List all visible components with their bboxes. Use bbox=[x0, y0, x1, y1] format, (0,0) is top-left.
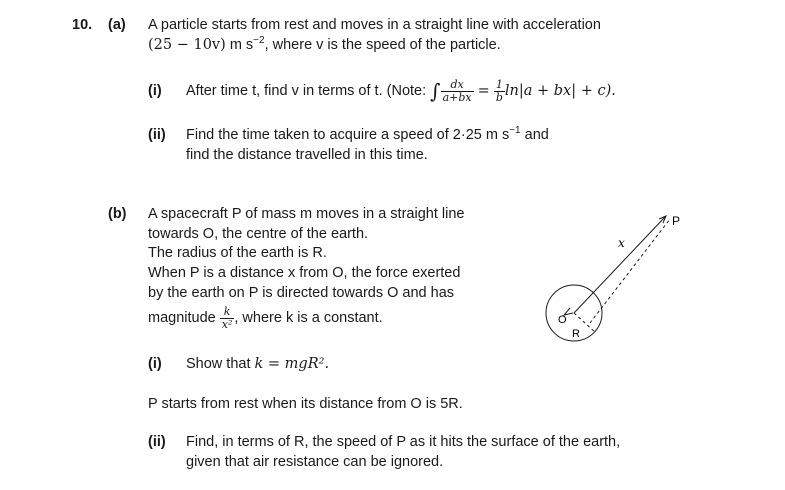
label-p: P bbox=[672, 214, 681, 228]
note-coefficient-numerator: 1 bbox=[494, 79, 505, 92]
part-b-ii-label: (ii) bbox=[148, 434, 166, 450]
part-b-line1: A spacecraft P of mass m moves in a straight line bbox=[148, 206, 465, 222]
note-fraction bbox=[441, 79, 474, 104]
part-a-label: (a) bbox=[108, 17, 126, 33]
part-a-i-text bbox=[186, 74, 616, 108]
integral-sign: ∫ bbox=[430, 79, 441, 104]
magnitude-fraction bbox=[220, 306, 235, 331]
question-number: 10. bbox=[72, 17, 93, 33]
part-a-ii-tail: and bbox=[520, 127, 549, 143]
part-b-label: (b) bbox=[108, 206, 127, 222]
note-coefficient bbox=[494, 79, 505, 104]
label-o: O bbox=[558, 314, 567, 326]
part-b-i-label: (i) bbox=[148, 356, 162, 372]
part-a-intro-line1: A particle starts from rest and moves in a straight line with acceleration bbox=[148, 17, 601, 33]
note-equals: = bbox=[477, 83, 490, 99]
distance-x-dashed-line bbox=[590, 219, 670, 323]
part-b-line4: When P is a distance x from O, the force exerted bbox=[148, 265, 461, 281]
magnitude-numerator: k bbox=[220, 306, 235, 319]
part-a-intro-tail: , where v is the speed of the particle. bbox=[264, 37, 501, 53]
magnitude-word: magnitude bbox=[148, 310, 216, 326]
part-a-ii-label: (ii) bbox=[148, 127, 166, 143]
note-tail: ln|a + bx| + c). bbox=[504, 83, 616, 99]
part-b-i-pre: Show that bbox=[186, 356, 251, 372]
part-a-i-label: (i) bbox=[148, 83, 162, 99]
magnitude-tail: , where k is a constant. bbox=[234, 310, 383, 326]
note-coefficient-denominator: b bbox=[495, 90, 503, 104]
acceleration-units: m s bbox=[229, 37, 254, 53]
trajectory-line bbox=[574, 217, 665, 313]
note-fraction-numerator: dx bbox=[441, 79, 474, 92]
part-a-ii-text: Find the time taken to acquire a speed of 2·25 m s bbox=[186, 127, 510, 143]
part-b-line2: towards O, the centre of the earth. bbox=[148, 226, 369, 242]
part-a-ii-line2: find the distance travelled in this time. bbox=[186, 147, 428, 163]
label-x: x bbox=[618, 236, 625, 250]
part-a-intro-line2 bbox=[148, 36, 501, 55]
part-a-ii-line1 bbox=[186, 126, 549, 145]
part-b-i-formula: k = mgR². bbox=[254, 356, 330, 372]
part-b-ii-line1: Find, in terms of R, the speed of P as it hits the surface of the earth, bbox=[186, 434, 621, 450]
part-b-i-text bbox=[186, 355, 329, 374]
acceleration-expression: (25 − 10v) bbox=[148, 37, 226, 53]
acceleration-units-exponent: −2 bbox=[253, 35, 265, 47]
label-r: R bbox=[572, 328, 580, 340]
note-fraction-denominator: a+bx bbox=[442, 90, 472, 104]
magnitude-denominator: x² bbox=[221, 317, 233, 331]
part-b-middle-text: P starts from rest when its distance from O is 5R. bbox=[148, 396, 463, 412]
part-b-ii-line2: given that air resistance can be ignored. bbox=[186, 454, 444, 470]
part-b-line3: The radius of the earth is R. bbox=[148, 245, 327, 261]
earth-spacecraft-diagram bbox=[530, 195, 700, 355]
part-a-ii-exponent: −1 bbox=[509, 125, 521, 137]
part-b-line6 bbox=[148, 300, 383, 336]
part-a-i-question: After time t, find v in terms of t. (Note: bbox=[186, 83, 427, 99]
part-b-line5: by the earth on P is directed towards O and has bbox=[148, 285, 455, 301]
